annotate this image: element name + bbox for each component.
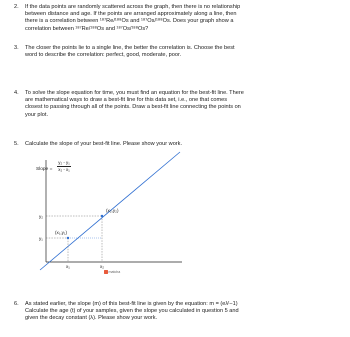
question-line: If the data points are randomly scattered across the graph, then there is no relationship [25, 4, 241, 10]
question-line: As stated earlier, the slope (m) of this best-fit line is given by the equation: m = (eλᵗ−1) [25, 301, 238, 307]
y1-tick-label: y₁ [39, 236, 43, 241]
x1-tick-label: x₁ [66, 264, 70, 269]
slope-fraction-denominator: x₂ - x₁ [58, 166, 70, 172]
question-line: correlation between ¹⁸⁷Re/¹⁸⁸Os and ¹⁸⁷Os/¹⁸⁸Os? [25, 25, 149, 32]
question-line: are mathematical ways to draw a best-fit line for this data set, i.e., one that comes [25, 97, 228, 104]
x2-tick-label: x₂ [100, 264, 105, 269]
question-line: your plot. [25, 111, 49, 118]
question-line: given the decay constant (λ). Please show your work. [25, 315, 158, 322]
question-3 [14, 45, 344, 61]
question-line: Calculate the slope of your best-fit line. Please show your work. [25, 141, 183, 147]
question-line: between distance and age. If the points are arranged approximately along a line, then [25, 11, 237, 18]
question-number: 6. [14, 301, 19, 307]
question-number: 5. [14, 141, 19, 147]
question-line: there is a correlation between ¹⁸⁷Re/¹⁸⁸Os and ¹⁸⁷Os/¹⁸⁸Os. Does your graph show a [25, 18, 234, 25]
point-2 [101, 215, 103, 217]
y2-tick-label: y₂ [39, 214, 44, 219]
question-text [25, 4, 240, 33]
question-number: 3. [14, 45, 19, 51]
brand-logo-icon [104, 270, 108, 274]
question-text [25, 301, 239, 323]
question-line: The closer the points lie to a single line, the better the correlation is. Choose the best [25, 45, 235, 51]
question-line: closest to passing through all of the points. Draw a best-fit line connecting the points on [25, 104, 241, 111]
slope-diagram [30, 158, 188, 276]
question-text [25, 90, 244, 119]
slope-diagram-svg [30, 158, 188, 276]
question-6 [14, 301, 350, 325]
slope-formula-label: Slope = [36, 167, 53, 172]
question-line: word to describe the correlation: perfect, good, moderate, poor. [25, 52, 182, 59]
point-1-label: (x₁,y₁) [55, 230, 68, 235]
question-text [25, 45, 235, 59]
slope-fraction-numerator: y₂ - y₁ [58, 160, 70, 165]
brand-watermark [104, 270, 120, 274]
question-number: 2. [14, 4, 19, 10]
question-5 [14, 141, 344, 149]
question-number: 4. [14, 90, 19, 96]
brand-name: matcha [108, 270, 121, 274]
question-2 [14, 4, 344, 36]
question-line: Calculate the age (t) of your samples, given the slope you calculated in question 5 and [25, 308, 239, 315]
question-4 [14, 90, 344, 120]
point-2-label: (x₂,y₂) [106, 208, 119, 213]
question-line: To solve the slope equation for time, you must find an equation for the best-fit line. There [25, 90, 244, 96]
slope-fraction [57, 160, 71, 172]
question-text [25, 141, 182, 148]
